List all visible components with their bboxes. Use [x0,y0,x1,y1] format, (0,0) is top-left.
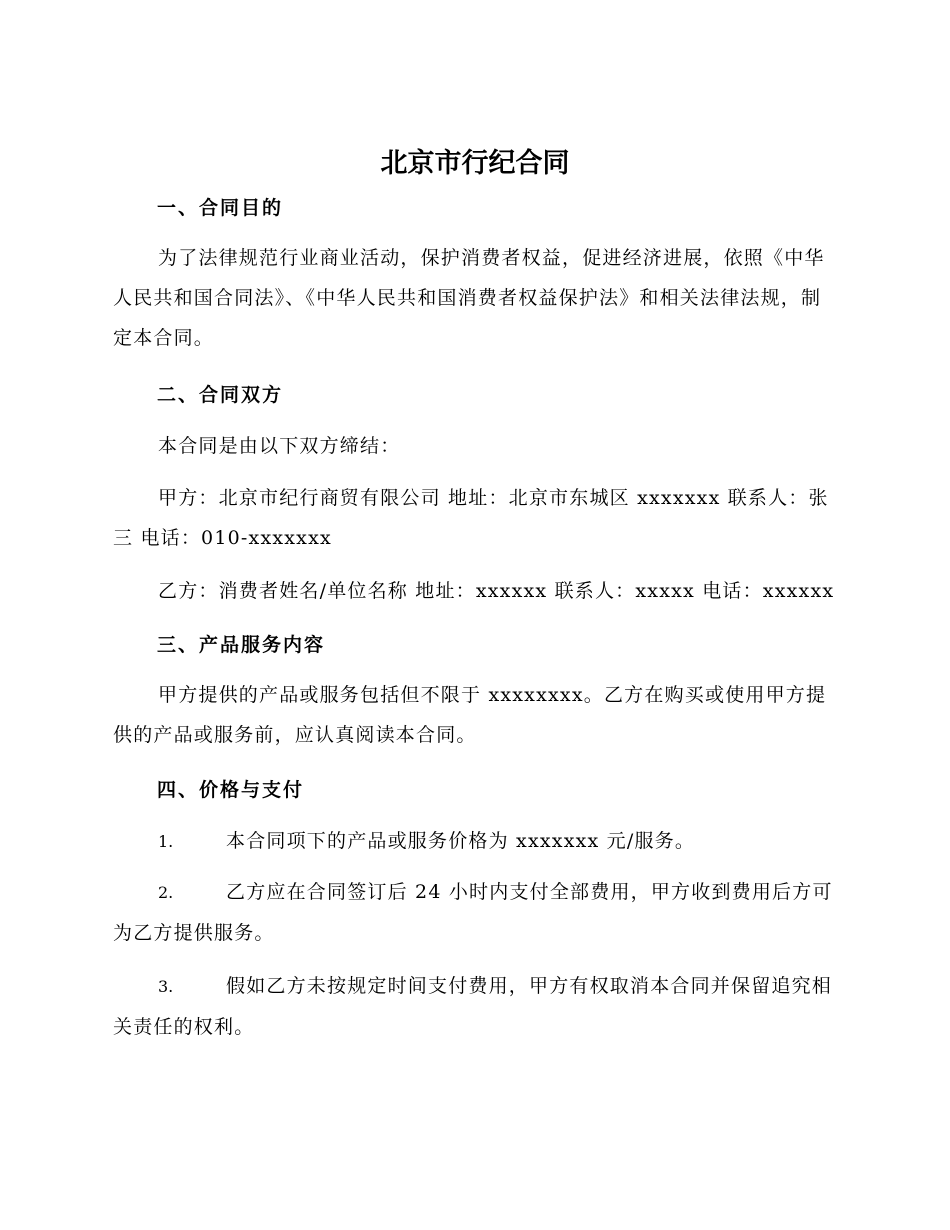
payment-item [113,872,835,953]
payment-item [113,966,835,1047]
payment-item-number: 2. [158,883,174,902]
section-heading-parties: 二、合同双方 [157,384,284,406]
parties-intro-paragraph: 本合同是由以下双方缔结： [158,435,401,457]
payment-item-text: 假如乙方未按规定时间支付费用，甲方有权取消本合同并保留追究相关责任的权利。 [113,975,833,1038]
payment-item [113,821,835,862]
payment-item-text: 本合同项下的产品或服务价格为 xxxxxxx 元/服务。 [226,830,696,852]
party-b-paragraph: 乙方：消费者姓名/单位名称 地址：xxxxxx 联系人：xxxxx 电话：xxxxxx [158,580,835,602]
document-title: 北京市行纪合同 [380,148,570,179]
purpose-paragraph: 为了法律规范行业商业活动，保护消费者权益，促进经济进展，依照《中华人民共和国合同法》、《中华人民共和国消费者权益保护法》和相关法律法规，制定本合同。 [113,247,825,349]
section-heading-services: 三、产品服务内容 [157,634,326,656]
payment-item-number: 1. [158,832,174,851]
services-paragraph: 甲方提供的产品或服务包括但不限于 xxxxxxxx。乙方在购买或使用甲方提供的产品或服务前，应认真阅读本合同。 [113,684,827,746]
payment-item-text: 乙方应在合同签订后 24 小时内支付全部费用，甲方收到费用后方可为乙方提供服务。 [113,881,833,944]
section-heading-purpose: 一、合同目的 [157,197,284,219]
payment-item-number: 3. [158,977,174,996]
party-a-paragraph: 甲方：北京市纪行商贸有限公司 地址：北京市东城区 xxxxxxx 联系人：张三 电话：010-xxxxxxx [113,487,829,549]
section-heading-payment: 四、价格与支付 [157,779,305,801]
